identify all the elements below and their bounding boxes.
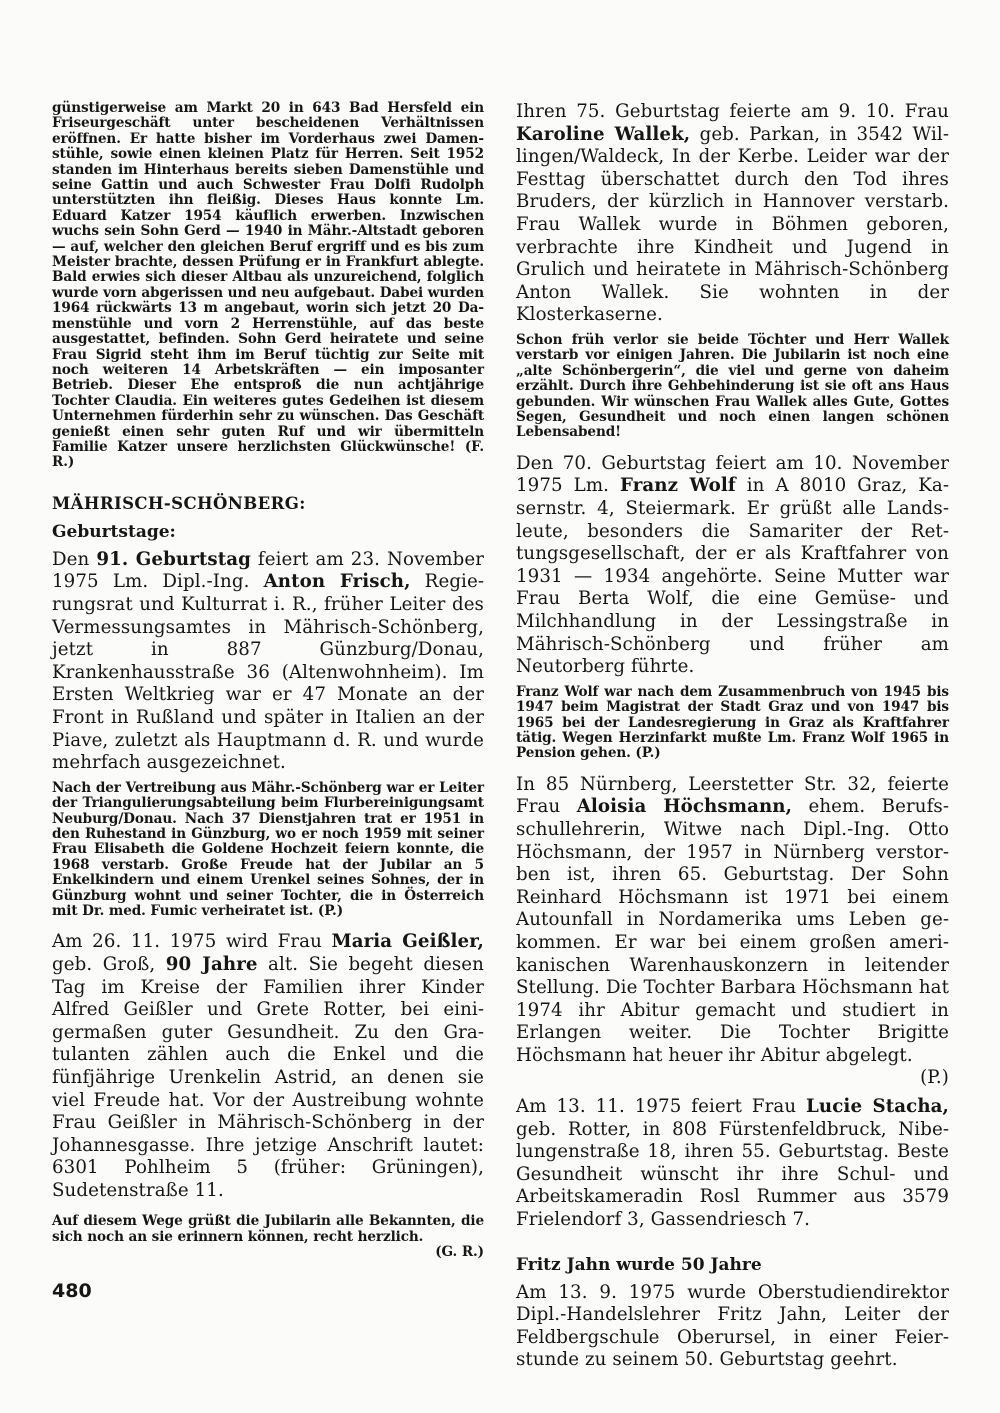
article-franz-wolf [516,453,949,679]
author-initials: (P.) [920,1067,949,1089]
article-katzer-continuation [52,101,484,471]
text-run: Den 70. Geburtstag feiert am 10. November 1975 Lm. [516,452,949,497]
bold-name: Karoline Wallek, [516,123,691,145]
text-run: Nach der Vertreibung aus Mähr.-Schönberg war er Leiter der Triangulierungsabteilung beim Flurbereinigungsamt Neuburg/Donau. Nach 37 Dienstjahren trat er 1951 in den Ruhestand in Günzburg, wo er noch 1959 mit seiner Frau Elisabeth die Goldene Hochzeit feiern konnte, die 1968 verstarb. Große Freude hat der Jubilar an 5 Enkelkindern und einem Urenkel seines Sohnes, der in Günzburg wohnt und seiner Tochter, die in Österreich mit Dr. med. Fumic verheiratet ist. (P.) [52,779,484,919]
text-run: Am 13. 9. 1975 wurde Oberstudiendirektor Dipl.-Handelslehrer Fritz Jahn, Leiter der Feldbergschule Oberursel, in einer Feierstunde zu seinem 50. Geburtstag geehrt. [516,1281,949,1371]
text-run: alt. Sie begeht diesen Tag im Kreise der Familien ihrer Kinder Alfred Geißler und Grete Rotter, bei einigermaßen guter Gesundheit. Zu den Gratulanten zählen auch die Enkel und die fünfjährige Urenkelin Astrid, an denen sie viel Freude hat. Vor der Austreibung wohnte Frau Geißler in Mährisch-Schönberg in der Johannesgasse. Ihre jetzige Anschrift lautet: 6301 Pohlheim 5 (früher: Grüningen), Sudetenstraße 11. [52,953,484,1201]
bold-name: 91. Geburtstag [96,548,251,570]
article-fritz-jahn [516,1282,949,1372]
bold-name: 90 Jahre [165,953,258,975]
article-maria-geissler [52,931,484,1202]
text-run: Den [52,548,97,570]
subsection-heading: Geburtstage: [52,521,176,542]
bold-name: Aloisia Höchsmann, [576,796,793,818]
greeting-text [52,1213,484,1244]
bold-name: Maria Geißler, [331,931,484,953]
article-text [516,774,949,1066]
article-anton-frisch-details [52,781,484,920]
text-run: günstigerweise am Markt 20 in 643 Bad Hersfeld ein Friseurgeschäft unter bescheidenen Verhältnissen eröffnen. Er hatte bisher im Vorderhaus zwei Damenstühle, sowie einen kleinen Platz für Herren. Seit 1952 standen im Hinterhaus bereits sieben Damenstühle und seine Gattin und auch Schwester Frau Dolfi Rudolph unterstützten ihn fleißig. Dieses Haus konnte Lm. Eduard Katzer 1954 käuflich erwerben. Inzwischen wuchs sein Sohn Gerd — 1940 in Mähr.-Altstadt geboren — auf, welcher den gleichen Beruf ergriff und es bis zum Meister brachte, dessen Prüfung er in Frankfurt ablegte. Bald erwies sich dieser Altbau als unzureichend, folglich wurde vorn abgerissen und neu aufgebaut. Dabei wurden 1964 rückwärts 13 m angebaut, worin sich jetzt 20 Damenstühle und vorn 2 Herrenstühle, auf das beste ausgestattet, befinden. Sohn Gerd heiratete und seine Frau Sigrid steht ihm im Beruf tüchtig zur Seite mit noch weiteren 14 Arbetskräften — ein imposanter Betrieb. Dieser Ehe entsproß die nun achtjährige Tochter Claudia. Ein weiteres gutes Gedeihen ist diesem Unternehmen fürderhin sehr zu wünschen. Das Geschäft genießt einen sehr guten Ruf und wir übermitteln Familie Katzer unsere herzlichsten Glückwünsche! (F. R.) [52,100,484,471]
text-run: geb. Rotter, in 808 Fürstenfeldbruck, Nibelungenstraße 18, ihren 55. Geburtstag. Beste Gesundheit wünscht ihr ihre Schul- und Arbeitskameradin Rosl Rummer aus 3579 Frielendorf 3, Gassendriesch 7. [516,1118,949,1231]
text-run: Franz Wolf war nach dem Zusammenbruch von 1945 bis 1947 beim Magistrat der Stadt Graz und von 1947 bis 1965 bei der Landesregierung in Graz als Kraftfahrer tätig. Wegen Herzinfarkt mußte Lm. Franz Wolf 1965 in Pension gehen. (P.) [516,683,949,762]
bold-name: Franz Wolf [620,475,736,497]
section-heading: MÄHRISCH-SCHÖNBERG: [52,493,306,513]
text-run: Schon früh verlor sie beide Töchter und Herr Wallek verstarb vor einigen Jahren. Die Jubilarin ist noch eine „alte Schönbergerin“, die viel und gerne von daheim erzählt. Durch ihre Gehbehinderung ist sie oft ans Haus gebunden. Wir wünschen Frau Wallek alles Gute, Gottes Segen, Gesundheit und noch einen langen schönen Lebensabend! [516,331,949,441]
article-karoline-wallek [516,101,949,327]
author-initials: (G. R.) [435,1244,484,1261]
text-run: Regierungsrat und Kulturrat i. R., früher Leiter des Vermessungsamtes in Mährisch-Schönberg, jetzt in 887 Günzburg/Donau, Krankenhausstraße 36 (Altenwohnheim). Im Ersten Weltkrieg war er 47 Monate an der Front in Rußland und später in Italien an der Piave, zuletzt als Hauptmann d. R. und wurde mehrfach ausgezeichnet. [52,571,484,774]
text-run: In 85 Nürnberg, Leerstetter Str. 32, feierte Frau [516,773,949,818]
text-run: geb. Parkan, in 3542 Willingen/Waldeck, In der Kerbe. Leider war der Festtag überschattet durch den Tod ihres Bruders, der kürzlich in Hannover verstarb. Frau Wallek wurde in Böhmen geboren, verbrachte ihre Kindheit und Jugend in Grulich und heiratete in Mährisch-Schönberg Anton Wallek. Sie wohnten in der Klosterkaserne. [516,123,949,326]
article-heading-fritz-jahn: Fritz Jahn wurde 50 Jahre [516,1254,762,1275]
text-run: ehem. Berufsschullehrerin, Witwe nach Dipl.-Ing. Otto Höchsmann, der 1957 in Nürnberg verstorben ist, ihren 65. Geburtstag. Der Sohn Reinhard Höchsmann ist 1971 bei einem Autounfall in Nordamerika ums Leben gekommen. Er war bei einem großen amerikanischen Warenhauskonzern in leitender Stellung. Die Tochter Barbara Höchsmann hat 1974 ihr Abitur gemacht und studiert in Erlangen weiter. Die Tochter Brigitte Höchsmann hat heuer ihr Abitur abgelegt. [516,796,949,1066]
page-number: 480 [52,1279,92,1302]
article-aloisia-hoechsmann [516,774,949,1090]
text-run: Am 26. 11. 1975 wird Frau [52,931,332,953]
text-run: geb. Groß, [52,953,166,975]
article-lucie-stacha [516,1096,949,1232]
bold-name: Anton Frisch, [263,571,411,593]
article-maria-geissler-greeting [52,1214,484,1260]
article-franz-wolf-details [516,685,949,762]
text-run: Auf diesem Wege grüßt die Jubilarin alle Bekannten, die sich noch an sie erinnern können, recht herzlich. [52,1213,484,1245]
article-anton-frisch [52,549,484,775]
left-column [52,101,484,1303]
text-run: Am 13. 11. 1975 feiert Frau [516,1096,807,1118]
bold-name: Lucie Stacha, [806,1096,949,1118]
text-run: Ihren 75. Geburtstag feierte am 9. 10. Frau [516,101,949,122]
text-run: feiert am 23. November 1975 Lm. Dipl.-Ing. [52,548,485,593]
text-run: in A 8010 Graz, Kasernstr. 4, Steiermark. Er grüßt alle Landsleute, besonders die Samariter der Rettungsgesellschaft, der er als Kraftfahrer von 1931 — 1934 angehörte. Seine Mutter war Frau Berta Wolf, die eine Gemüse- und Milchhandlung in der Lessingstraße in Mährisch-Schönberg und früher am Neutorberg führte. [516,475,949,678]
article-karoline-wallek-details [516,333,949,441]
right-column [516,101,949,1372]
